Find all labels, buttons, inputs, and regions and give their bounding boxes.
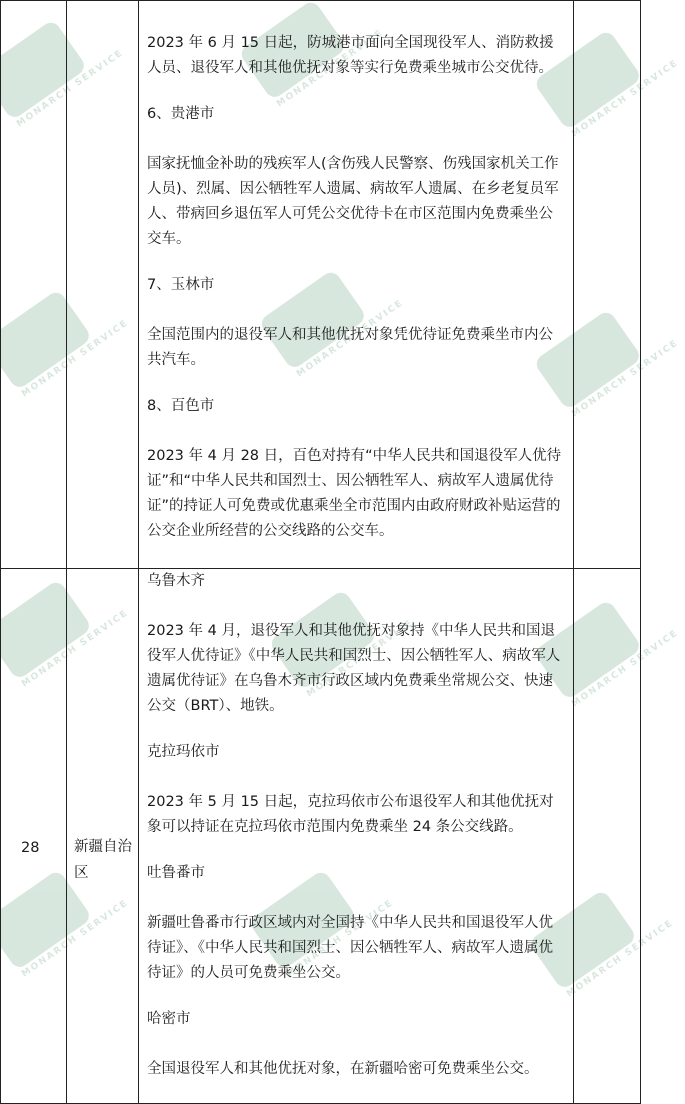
section-heading: 哈密市 [147, 1011, 191, 1027]
section-heading: 8、百色市 [147, 398, 215, 414]
paragraph: 全国范围内的退役军人和其他优抚对象凭优待证免费乘坐市内公共汽车。 [147, 327, 553, 368]
region-cell [67, 569, 139, 1104]
section-heading: 乌鲁木齐 [147, 573, 205, 589]
section-heading: 6、贵港市 [147, 106, 215, 122]
paragraph: 新疆吐鲁番市行政区域内对全国持《中华人民共和国退役军人优待证》、《中华人民共和国烈士、因公牺牲军人、病故军人遗属优待证》的人员可免费乘坐公交。 [147, 915, 553, 981]
paragraph: 2023 年 4 月 28 日，百色对持有“中华人民共和国退役军人优待证”和“中华人民共和国烈士、因公牺牲军人、病故军人遗属优待证”的持证人可免费或优惠乘坐全市范围内由政府财政补贴运营的公交企业所经营的公交线路的公交车。 [147, 448, 562, 539]
watermark-logo: MONARCH SERVICE [533, 583, 677, 717]
paragraph: 2023 年 6 月 15 日起，防城港市面向全国现役军人、消防救援人员、退役军人和其他优抚对象等实行免费乘坐城市公交优待。 [147, 35, 554, 76]
watermark-logo: MONARCH SERVICE [0, 273, 127, 407]
paragraph: 2023 年 4 月，退役军人和其他优抚对象持《中华人民共和国退役军人优待证》《中华人民共和国烈士、因公牺牲军人、病故军人遗属优待证》在乌鲁木齐市行政区域内免费乘坐常规公交、快速公交（BRT）、地铁。 [147, 623, 561, 714]
paragraph: 全国退役军人和其他优抚对象，在新疆哈密可免费乘坐公交。 [147, 1061, 539, 1077]
content-cell [139, 1, 574, 569]
watermark-logo: MONARCH SERVICE [528, 873, 672, 1007]
region-name: 新疆自治区 [74, 839, 132, 881]
table-row [1, 1, 641, 569]
number-cell [1, 1, 67, 569]
watermark-logo: MONARCH SERVICE [268, 573, 412, 707]
section-heading: 吐鲁番市 [147, 865, 205, 881]
row-number: 28 [21, 840, 40, 856]
remark-cell [574, 569, 641, 1104]
region-cell [67, 1, 139, 569]
watermark-logo: MONARCH SERVICE [0, 563, 127, 697]
paragraph: 国家抚恤金补助的残疾军人(含伤残人民警察、伤残国家机关工作人员)、烈属、因公牺牲军人遗属、病故军人遗属、在乡老复员军人、带病回乡退伍军人可凭公交优待卡在市区范围内免费乘坐公交车。 [147, 156, 559, 247]
content-text [139, 1, 573, 544]
section-heading: 7、玉林市 [147, 277, 215, 293]
section-heading: 克拉玛依市 [147, 744, 220, 760]
watermark-logo: MONARCH SERVICE [533, 13, 677, 147]
watermark-logo: MONARCH SERVICE [258, 253, 402, 387]
watermark-logo: MONARCH SERVICE [0, 3, 122, 137]
content-text [139, 569, 573, 1082]
watermark-logo: MONARCH SERVICE [0, 853, 127, 987]
watermark-logo: MONARCH SERVICE [533, 293, 677, 427]
watermark-logo: MONARCH SERVICE [248, 853, 392, 987]
number-cell [1, 569, 67, 1104]
watermark-logo: MONARCH SERVICE [238, 0, 382, 117]
paragraph: 2023 年 5 月 15 日起，克拉玛依市公布退役军人和其他优抚对象可以持证在克拉玛依市范围内免费乘坐 24 条公交线路。 [147, 794, 554, 835]
table-row [1, 569, 641, 1104]
content-cell [139, 569, 574, 1104]
remark-cell [574, 1, 641, 569]
